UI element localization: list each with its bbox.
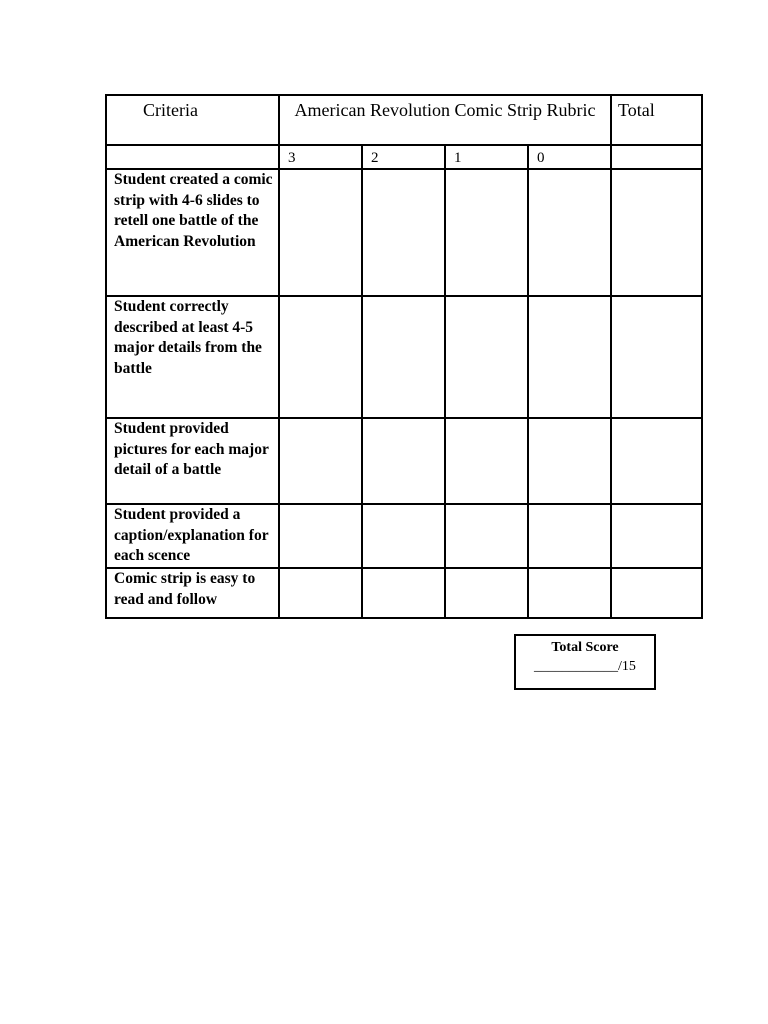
score-cell	[279, 169, 362, 296]
score-row-total-cell	[611, 145, 702, 169]
total-cell	[611, 169, 702, 296]
score-cell	[445, 568, 528, 618]
score-label-1: 1	[445, 145, 528, 169]
score-cell	[528, 504, 611, 568]
total-cell	[611, 418, 702, 504]
score-label-2: 2	[362, 145, 445, 169]
criterion-text: Student created a comic strip with 4-6 slides to retell one battle of the American Revolution	[106, 169, 279, 296]
score-cell	[445, 169, 528, 296]
criterion-text: Student provided pictures for each major detail of a battle	[106, 418, 279, 504]
score-cell	[445, 418, 528, 504]
score-cell	[445, 504, 528, 568]
criterion-row	[106, 296, 702, 418]
score-cell	[279, 568, 362, 618]
score-cell	[362, 418, 445, 504]
score-cell	[279, 418, 362, 504]
score-label-3: 3	[279, 145, 362, 169]
criterion-text: Student provided a caption/explanation for each scence	[106, 504, 279, 568]
score-cell	[362, 169, 445, 296]
criterion-text: Student correctly described at least 4-5 major details from the battle	[106, 296, 279, 418]
score-row	[106, 145, 702, 169]
score-cell	[528, 296, 611, 418]
criteria-header: Criteria	[106, 95, 279, 145]
score-cell	[279, 296, 362, 418]
total-cell	[611, 296, 702, 418]
total-cell	[611, 568, 702, 618]
criterion-row	[106, 169, 702, 296]
total-score-line: ____________/15	[534, 659, 636, 674]
score-cell	[362, 568, 445, 618]
criterion-row	[106, 504, 702, 568]
total-cell	[611, 504, 702, 568]
score-cell	[528, 568, 611, 618]
score-cell	[445, 296, 528, 418]
score-cell	[362, 296, 445, 418]
score-label-0: 0	[528, 145, 611, 169]
score-row-blank-cell	[106, 145, 279, 169]
score-cell	[528, 169, 611, 296]
rubric-table	[105, 94, 703, 619]
score-cell	[528, 418, 611, 504]
criterion-row	[106, 568, 702, 618]
rubric-title: American Revolution Comic Strip Rubric	[279, 95, 611, 145]
criterion-text: Comic strip is easy to read and follow	[106, 568, 279, 618]
score-cell	[279, 504, 362, 568]
total-header: Total	[611, 95, 702, 145]
criterion-row	[106, 418, 702, 504]
total-score-label: Total Score	[551, 640, 619, 655]
header-row	[106, 95, 702, 145]
score-cell	[362, 504, 445, 568]
total-score-box	[514, 634, 656, 690]
